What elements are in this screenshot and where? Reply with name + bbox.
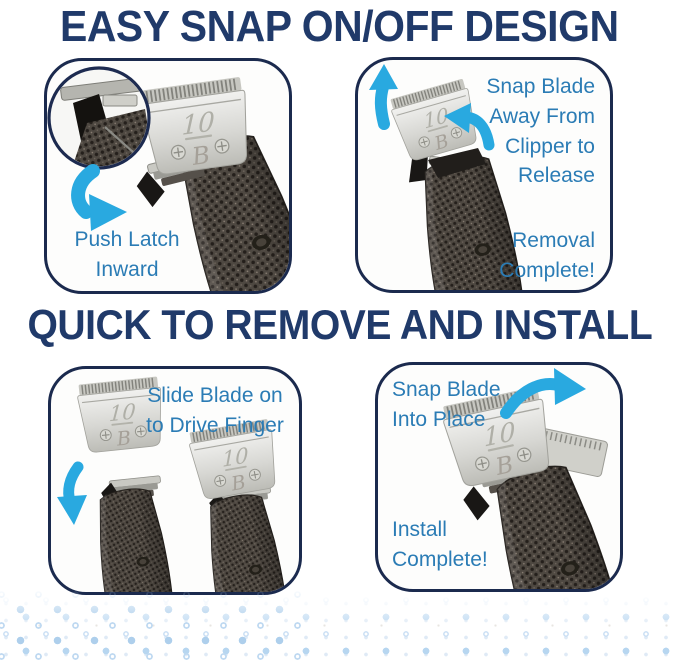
- caption-line: Push Latch: [74, 228, 180, 252]
- section-heading: QUICK TO REMOVE AND INSTALL: [27, 301, 652, 348]
- caption-line: Into Place: [392, 407, 486, 431]
- caption-line: Clipper to: [505, 134, 595, 158]
- caption-line: Release: [517, 164, 595, 188]
- step-caption: [486, 72, 595, 191]
- panel-snap-away: [355, 57, 613, 293]
- caption-line: to Drive Finger: [146, 413, 284, 437]
- caption-line: Away From: [489, 104, 595, 128]
- dot-pattern-decoration-left: [0, 584, 312, 662]
- step-caption: [392, 375, 501, 435]
- status-line: Removal: [512, 229, 595, 252]
- panel-slide-blade: [48, 366, 302, 595]
- panel-push-latch: [44, 58, 292, 294]
- status-line: Complete!: [499, 258, 595, 282]
- curved-arrow-right-icon: [506, 368, 586, 413]
- status-line: Install: [392, 518, 447, 541]
- panel-snap-into-place: [375, 362, 623, 592]
- step-caption: [131, 381, 299, 441]
- caption-line: Snap Blade: [392, 378, 501, 401]
- step-caption: [47, 225, 207, 285]
- main-heading: EASY SNAP ON/OFF DESIGN: [60, 2, 619, 51]
- status-caption: [499, 226, 595, 286]
- curved-arrow-down-icon: [57, 467, 87, 525]
- status-caption: [392, 515, 488, 575]
- caption-line: Inward: [95, 258, 159, 282]
- status-line: Complete!: [392, 547, 488, 571]
- curved-arrow-right-icon: [78, 171, 127, 231]
- caption-line: Snap Blade: [486, 75, 595, 98]
- caption-line: Slide Blade on: [147, 384, 283, 407]
- latch-detail-inset: [49, 68, 155, 169]
